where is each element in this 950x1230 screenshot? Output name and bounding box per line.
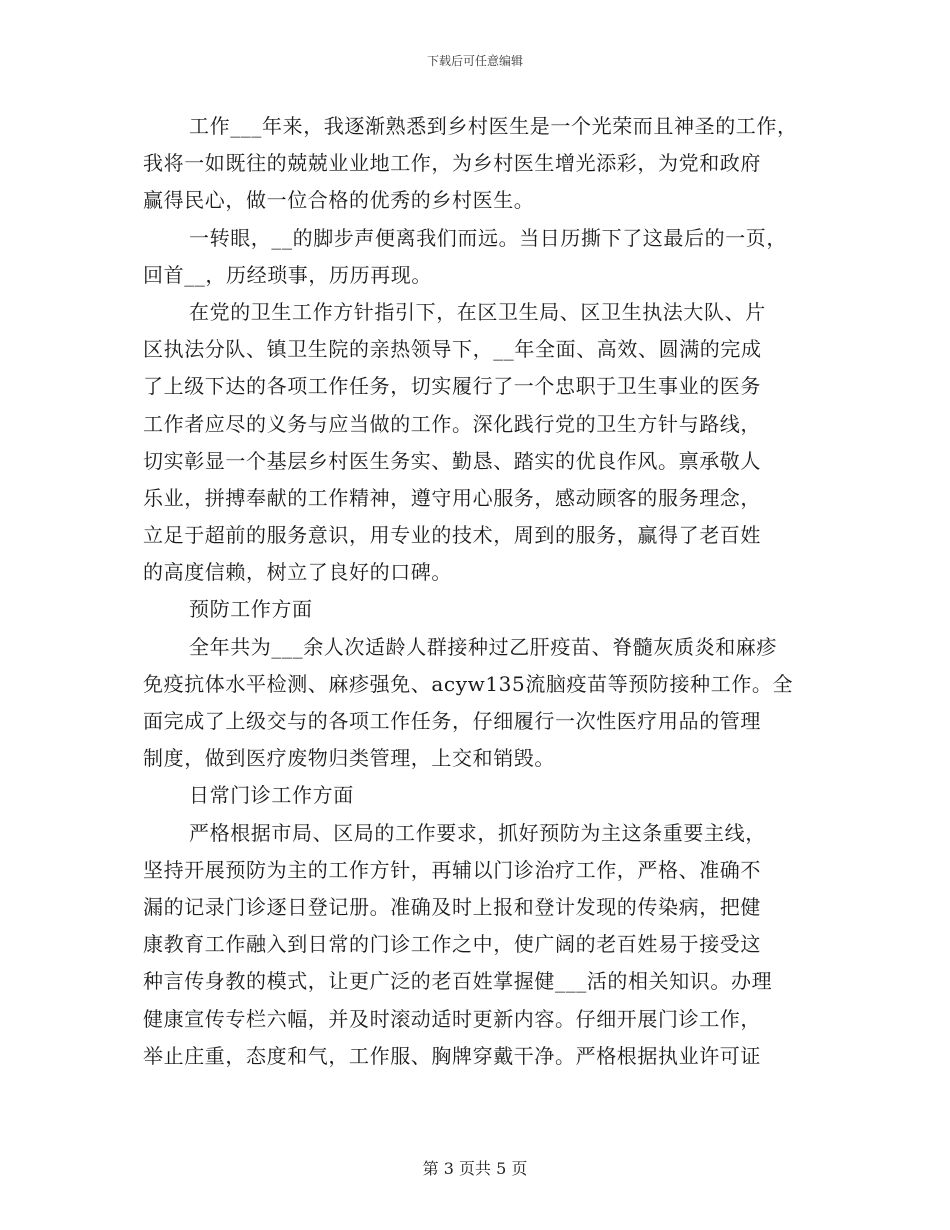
text-line: 赢得民心，做一位合格的优秀的乡村医生。: [143, 188, 535, 213]
text-line: 了上级下达的各项工作任务，切实履行了一个忠职于卫生事业的医务: [143, 374, 761, 399]
text-line: 区执法分队、镇卫生院的亲热领导下，__年全面、高效、圆满的完成: [143, 337, 762, 362]
page-header: 下载后可任意编辑: [426, 54, 523, 68]
text-line: 制度，做到医疗废物归类管理，上交和销毁。: [143, 746, 555, 771]
text-line: 日常门诊工作方面: [189, 783, 354, 808]
text-line: 种言传身教的模式，让更广泛的老百姓掌握健___活的相关知识。办理: [143, 969, 773, 994]
text-line: 在党的卫生工作方针指引下，在区卫生局、区卫生执法大队、片: [189, 299, 766, 324]
text-line: 的高度信赖，树立了良好的口碑。: [143, 560, 452, 585]
text-line: 免疫抗体水平检测、麻疹强免、acyw135流脑疫苗等预防接种工作。全: [143, 671, 794, 696]
text-line: 举止庄重，态度和气，工作服、胸牌穿戴干净。严格根据执业许可证: [143, 1043, 761, 1068]
text-line: 面完成了上级交与的各项工作任务，仔细履行一次性医疗用品的管理: [143, 709, 761, 733]
text-line: 预防工作方面: [189, 597, 313, 622]
text-line: 康教育工作融入到日常的门诊工作之中，使广阔的老百姓易于接受这: [143, 932, 761, 957]
text-line: 立足于超前的服务意识，用专业的技术，周到的服务，赢得了老百姓: [143, 523, 761, 548]
text-line: 漏的记录门诊逐日登记册。准确及时上报和登计发现的传染病，把健: [143, 894, 761, 919]
text-line: 切实彰显一个基层乡村医生务实、勤恳、踏实的优良作风。禀承敬人: [143, 448, 761, 473]
text-line: 坚持开展预防为主的工作方针，再辅以门诊治疗工作，严格、准确不: [143, 857, 761, 882]
text-line: 工作者应尽的义务与应当做的工作。深化践行党的卫生方针与路线，: [143, 411, 761, 436]
text-line: 健康宣传专栏六幅，并及时滚动适时更新内容。仔细开展门诊工作，: [143, 1006, 761, 1031]
text-line: 我将一如既往的兢兢业业地工作，为乡村医生增光添彩，为党和政府: [143, 151, 761, 176]
text-line: 全年共为___余人次适龄人群接种过乙肝疫苗、脊髓灰质炎和麻疹: [189, 634, 777, 659]
document-body: [143, 108, 823, 1075]
text-line: 严格根据市局、区局的工作要求，抓好预防为主这条重要主线，: [189, 820, 766, 845]
page-footer: 第 3 页共 5 页: [422, 1159, 528, 1178]
text-line: 乐业，拼搏奉献的工作精神，遵守用心服务，感动顾客的服务理念，: [143, 485, 761, 510]
text-line: 工作___年来，我逐渐熟悉到乡村医生是一个光荣而且神圣的工作，: [189, 114, 798, 138]
text-line: 回首__，历经琐事，历历再现。: [143, 262, 432, 287]
text-line: 一转眼，__的脚步声便离我们而远。当日历撕下了这最后的一页，: [189, 225, 787, 250]
